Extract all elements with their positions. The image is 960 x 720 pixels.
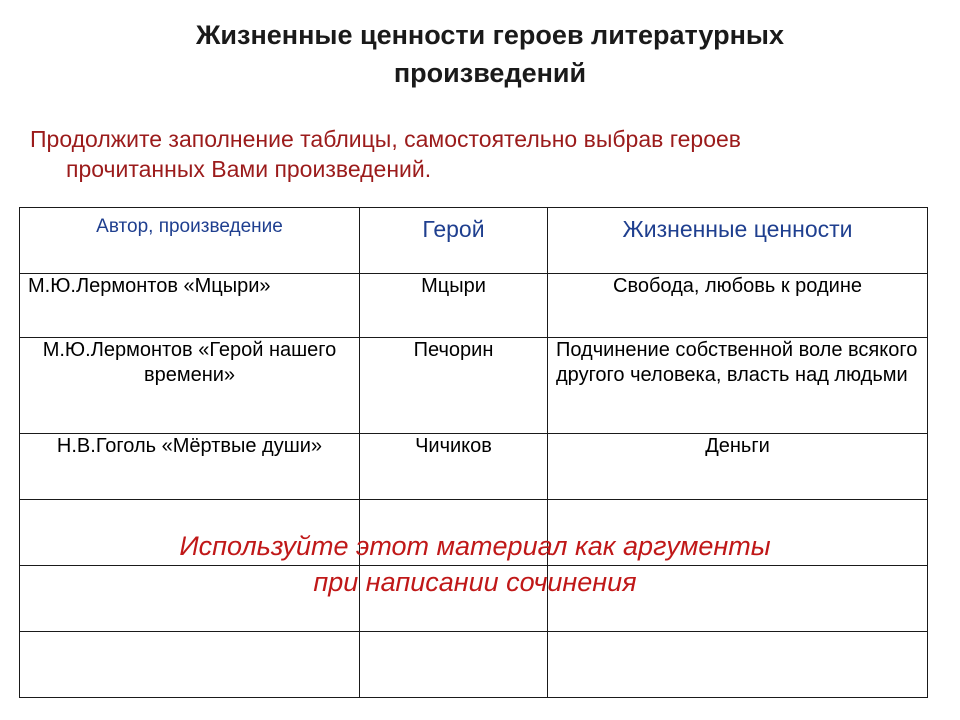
empty-cell — [360, 566, 548, 632]
table-row — [20, 338, 928, 434]
table-row — [20, 434, 928, 500]
empty-cell — [360, 500, 548, 566]
row-hero-cell: Мцыри — [360, 274, 548, 338]
header-values-cell — [548, 208, 928, 274]
header-hero: Герой — [422, 216, 485, 242]
page-title — [120, 16, 860, 92]
overlay-line-2: при написании сочинения — [313, 567, 637, 597]
row-author-cell: М.Ю.Лермонтов «Герой нашего времени» — [20, 338, 360, 434]
instruction-text — [30, 124, 910, 184]
row-hero-cell: Чичиков — [360, 434, 548, 500]
header-author: Автор, произведение — [96, 216, 283, 237]
empty-cell — [548, 500, 928, 566]
header-values: Жизненные ценности — [622, 216, 853, 242]
row-values-cell: Свобода, любовь к родине — [548, 274, 928, 338]
title-line-1: Жизненные ценности героев литературных — [196, 20, 784, 50]
empty-table-row — [20, 500, 928, 566]
table-row — [20, 274, 928, 338]
header-hero-cell — [360, 208, 548, 274]
instruction-line-2: прочитанных Вами произведений. — [66, 156, 432, 182]
empty-cell — [20, 632, 360, 698]
table-header-row — [20, 208, 928, 274]
life-values-table — [19, 207, 928, 698]
header-author-cell — [20, 208, 360, 274]
row-hero-cell: Печорин — [360, 338, 548, 434]
empty-cell — [360, 632, 548, 698]
row-author-cell: М.Ю.Лермонтов «Мцыри» — [20, 274, 360, 338]
overlay-line-1: Используйте этот материал как аргументы — [179, 531, 771, 561]
instruction-line-1: Продолжите заполнение таблицы, самостоятельно выбрав героев — [30, 126, 742, 152]
empty-table-row — [20, 566, 928, 632]
empty-cell — [20, 566, 360, 632]
row-values-cell: Подчинение собственной воле всякого другого человека, власть над людьми — [548, 338, 928, 434]
empty-cell — [548, 566, 928, 632]
row-values-cell: Деньги — [548, 434, 928, 500]
empty-table-row — [20, 632, 928, 698]
title-line-2: произведений — [393, 58, 587, 88]
row-author-cell: Н.В.Гоголь «Мёртвые души» — [20, 434, 360, 500]
empty-cell — [20, 500, 360, 566]
empty-cell — [548, 632, 928, 698]
